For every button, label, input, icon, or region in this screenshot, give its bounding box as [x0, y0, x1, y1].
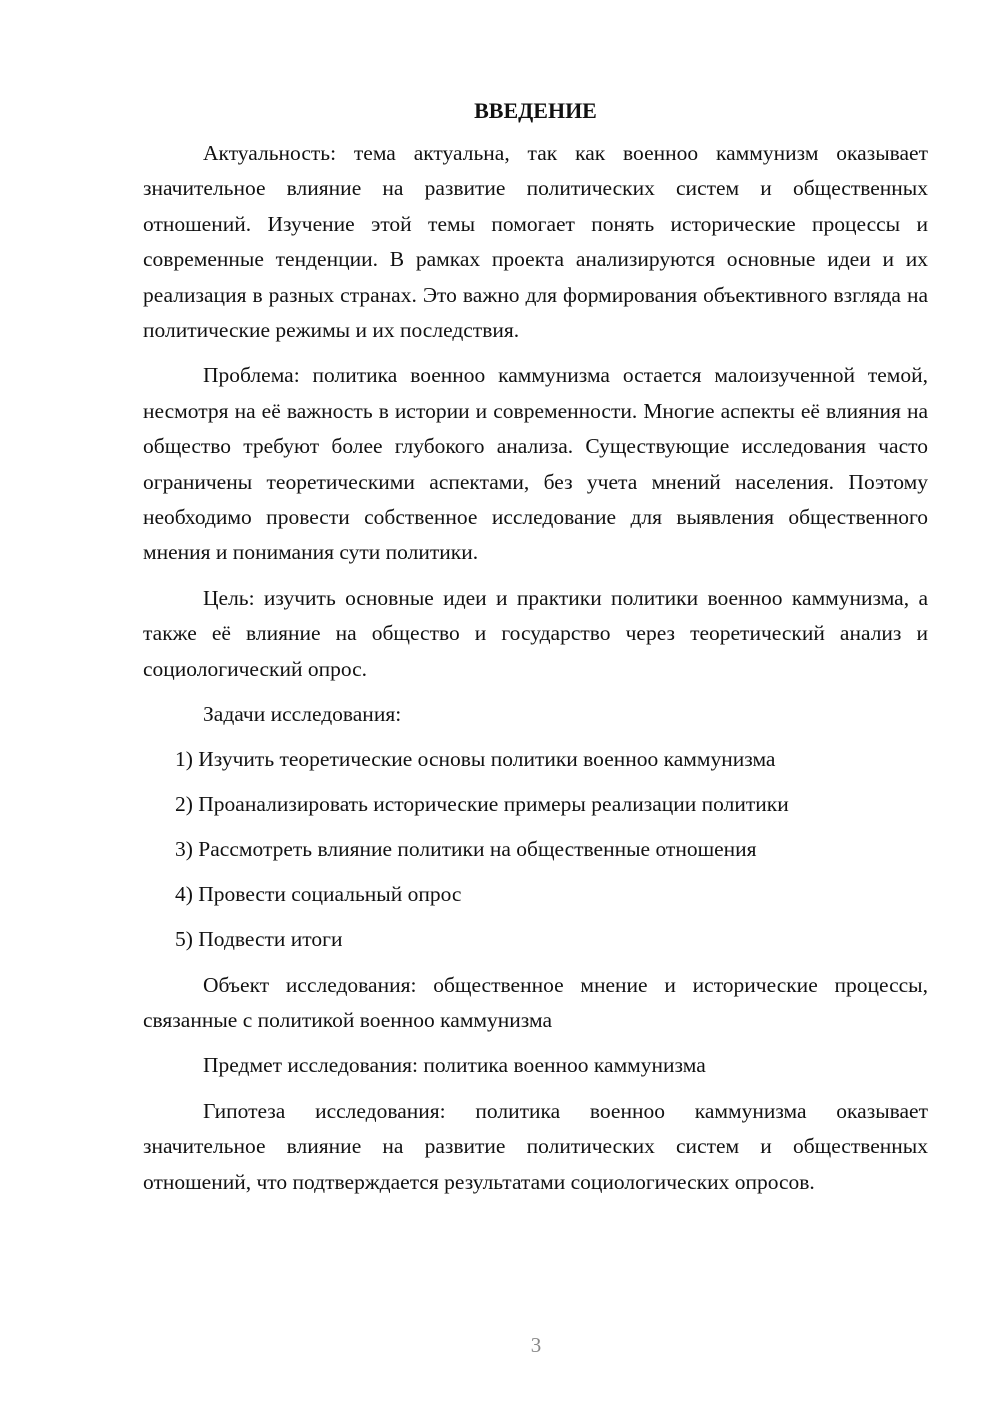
document-page: [143, 96, 928, 1210]
relevance-paragraph: Актуальность: тема актуальна, так как военноо каммунизм оказывает значительное влияние на развитие политических систем и общественных отношений. Изучение этой темы помогает понять исторические процессы и современные тенденции. В рамках проекта анализируются основные идеи и их реализация в разных странах. Это важно для формирования объективного взгляда на политические режимы и их последствия.: [143, 141, 928, 343]
section-title: ВВЕДЕНИЕ: [474, 98, 597, 123]
tasks-list: [143, 742, 928, 958]
task-item: 3) Рассмотреть влияние политики на общественные отношения: [175, 836, 757, 861]
page-number: 3: [530, 1333, 542, 1357]
problem-paragraph: Проблема: политика военноо каммунизма остается малоизученной темой, несмотря на её важность в истории и современности. Многие аспекты её влияния на общество требуют более глубокого анализа. Существующие исследования часто ограничены теоретическими аспектами, без учета мнений населения. Поэтому необходимо провести собственное исследование для выявления общественного мнения и понимания сути политики.: [143, 363, 928, 565]
task-item: 2) Проанализировать исторические примеры реализации политики: [175, 791, 789, 816]
goal-paragraph: Цель: изучить основные идеи и практики политики военноо каммунизма, а также её влияние на общество и государство через теоретический анализ и социологический опрос.: [143, 585, 928, 681]
task-item: 4) Провести социальный опрос: [175, 882, 462, 907]
tasks-heading: Задачи исследования:: [203, 702, 402, 727]
hypothesis-paragraph: Гипотеза исследования: политика военноо каммунизма оказывает значительное влияние на развитие политических систем и общественных отношений, что подтверждается результатами социологических опросов.: [143, 1098, 928, 1194]
subject-paragraph: Предмет исследования: политика военноо каммунизма: [203, 1053, 706, 1078]
task-item: 5) Подвести итоги: [175, 927, 343, 952]
object-paragraph: Объект исследования: общественное мнение и исторические процессы, связанные с политикой военноо каммунизма: [143, 972, 928, 1032]
task-item: 1) Изучить теоретические основы политики военноо каммунизма: [175, 746, 776, 771]
